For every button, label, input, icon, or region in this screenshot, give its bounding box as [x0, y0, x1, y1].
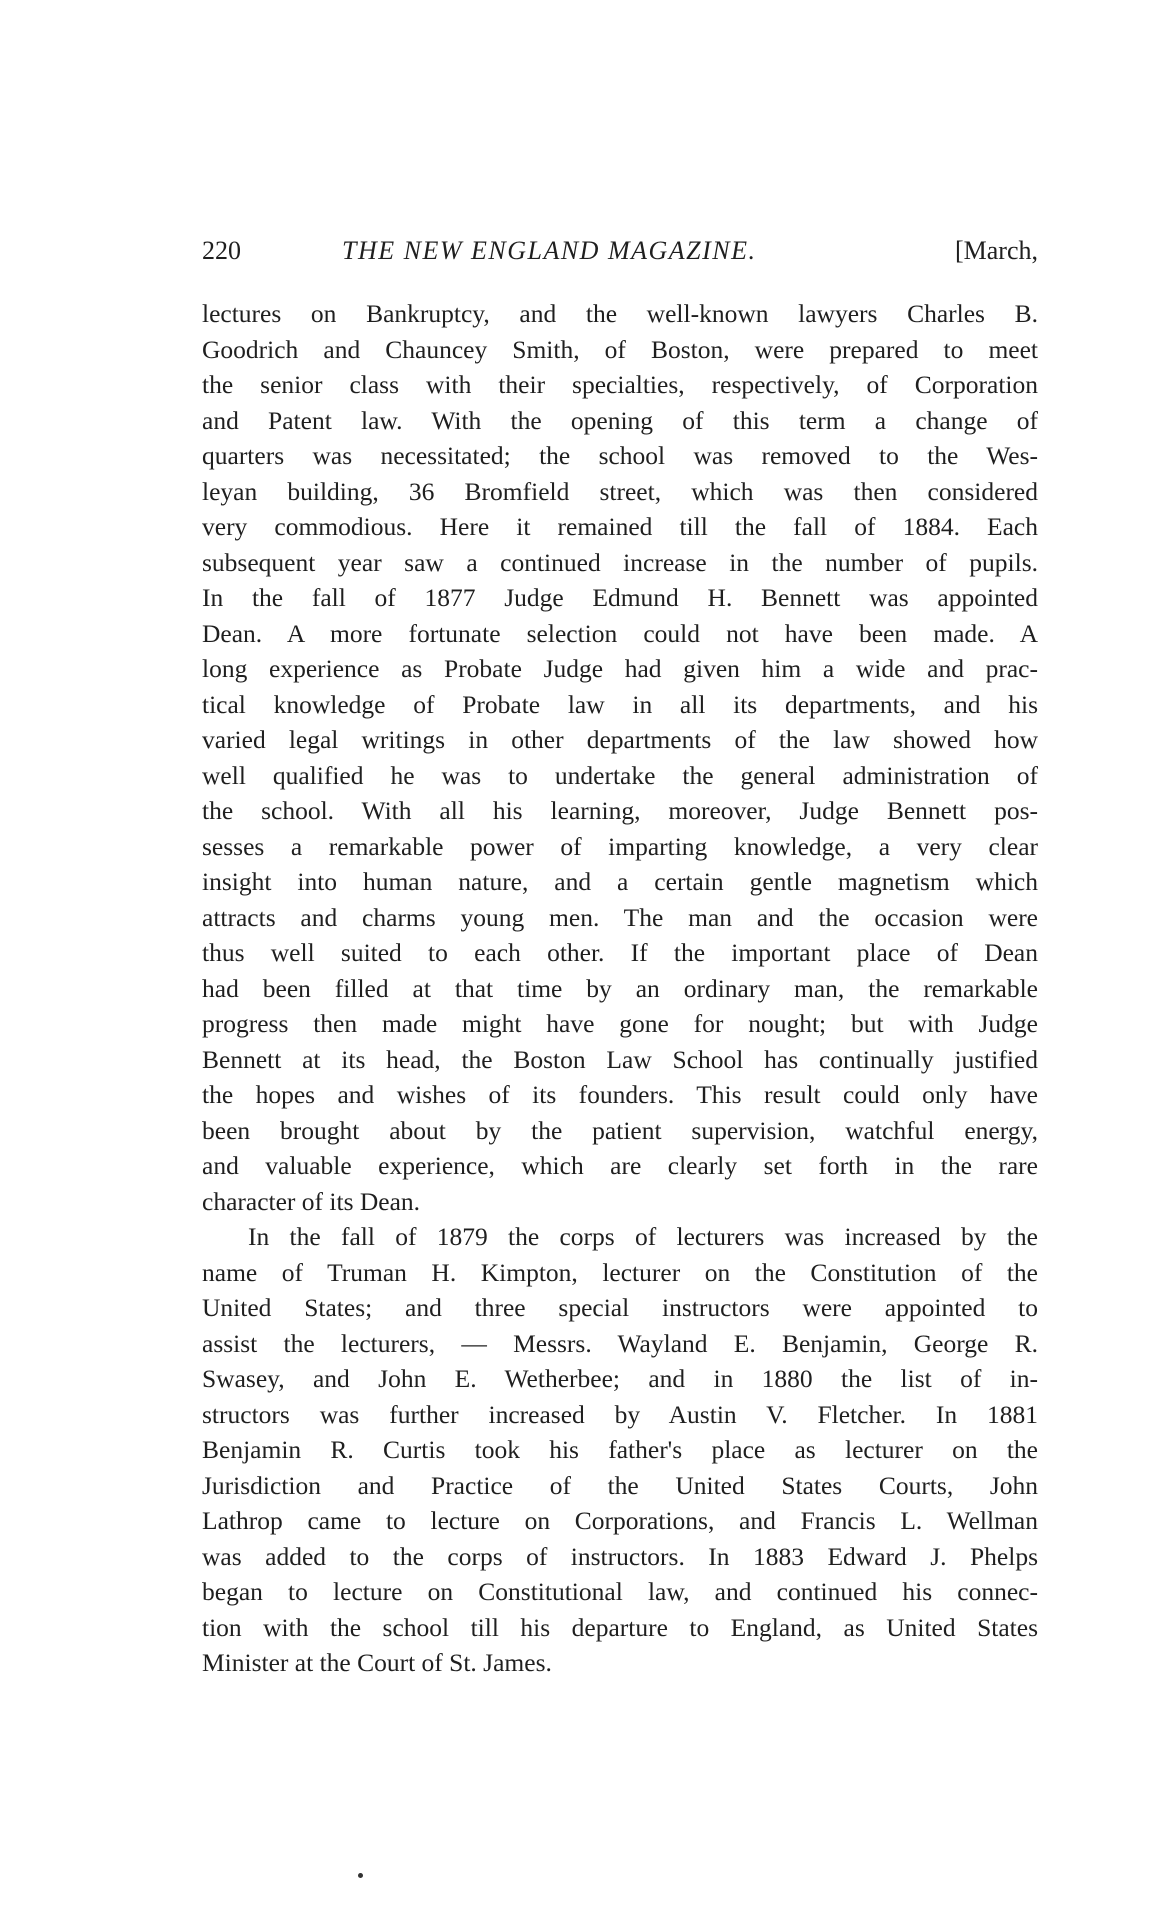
running-date: [March,: [954, 236, 1038, 265]
text-line: thus well suited to each other. If the important place of Dean: [202, 938, 1038, 967]
text-line: Swasey, and John E. Wetherbee; and in 1880 the list of in-: [202, 1364, 1038, 1393]
text-line: the school. With all his learning, moreover, Judge Bennett pos-: [202, 796, 1038, 825]
text-line: very commodious. Here it remained till the fall of 1884. Each: [202, 512, 1038, 541]
text-line: Dean. A more fortunate selection could not have been made. A: [202, 618, 1038, 648]
text-line: insight into human nature, and a certain gentle magnetism which: [202, 867, 1038, 896]
text-line: structors was further increased by Austin V. Fletcher. In 1881: [202, 1399, 1038, 1429]
text-line: varied legal writings in other departments of the law showed how: [202, 725, 1038, 754]
text-line: Goodrich and Chauncey Smith, of Boston, were prepared to meet: [202, 334, 1038, 364]
text-line: In the fall of 1879 the corps of lecturers was increased by the: [248, 1222, 1038, 1251]
text-line: began to lecture on Constitutional law, and continued his connec-: [202, 1577, 1038, 1606]
text-line: Lathrop came to lecture on Corporations, and Francis L. Wellman: [202, 1506, 1038, 1535]
text-line: name of Truman H. Kimpton, lecturer on the Constitution of the: [202, 1257, 1038, 1287]
text-line: the hopes and wishes of its founders. This result could only have: [202, 1080, 1038, 1109]
paragraph: [202, 296, 1038, 1219]
text-line: Minister at the Court of St. James.: [202, 1648, 552, 1677]
text-line: been brought about by the patient supervision, watchful energy,: [202, 1115, 1038, 1145]
text-line: well qualified he was to undertake the general administration of: [202, 760, 1038, 790]
running-header: [202, 236, 1038, 276]
text-line: Jurisdiction and Practice of the United States Courts, John: [202, 1470, 1038, 1500]
text-line: had been filled at that time by an ordinary man, the remarkable: [202, 973, 1038, 1003]
text-line: and valuable experience, which are clearly set forth in the rare: [202, 1151, 1038, 1180]
text-line: leyan building, 36 Bromfield street, which was then considered: [202, 476, 1038, 506]
text-line: sesses a remarkable power of imparting knowledge, a very clear: [202, 831, 1038, 861]
text-line: was added to the corps of instructors. In 1883 Edward J. Phelps: [202, 1541, 1038, 1571]
text-line: Benjamin R. Curtis took his father's place as lecturer on the: [202, 1435, 1038, 1464]
printer-mark: [358, 1873, 363, 1878]
text-line: progress then made might have gone for nought; but with Judge: [202, 1009, 1038, 1038]
running-title: THE NEW ENGLAND MAGAZINE.: [342, 236, 757, 265]
text-line: lectures on Bankruptcy, and the well-known lawyers Charles B.: [202, 299, 1038, 328]
text-line: the senior class with their specialties, respectively, of Corporation: [202, 370, 1038, 399]
text-line: United States; and three special instructors were appointed to: [202, 1293, 1038, 1322]
text-line: attracts and charms young men. The man and the occasion were: [202, 902, 1038, 932]
text-line: assist the lecturers, — Messrs. Wayland E. Benjamin, George R.: [202, 1328, 1038, 1358]
text-line: Bennett at its head, the Boston Law School has continually justified: [202, 1044, 1038, 1074]
text-line: and Patent law. With the opening of this term a change of: [202, 405, 1038, 435]
paragraph: [202, 1219, 1038, 1681]
page-number: 220: [202, 236, 241, 265]
article-body: [202, 296, 1038, 1681]
text-line: tion with the school till his departure to England, as United States: [202, 1612, 1038, 1642]
text-line: long experience as Probate Judge had given him a wide and prac-: [202, 654, 1038, 683]
text-line: quarters was necessitated; the school was removed to the Wes-: [202, 441, 1038, 470]
text-line: subsequent year saw a continued increase in the number of pupils.: [202, 547, 1038, 577]
text-line: character of its Dean.: [202, 1186, 421, 1216]
text-line: tical knowledge of Probate law in all its departments, and his: [202, 689, 1038, 719]
text-line: In the fall of 1877 Judge Edmund H. Bennett was appointed: [202, 583, 1038, 612]
